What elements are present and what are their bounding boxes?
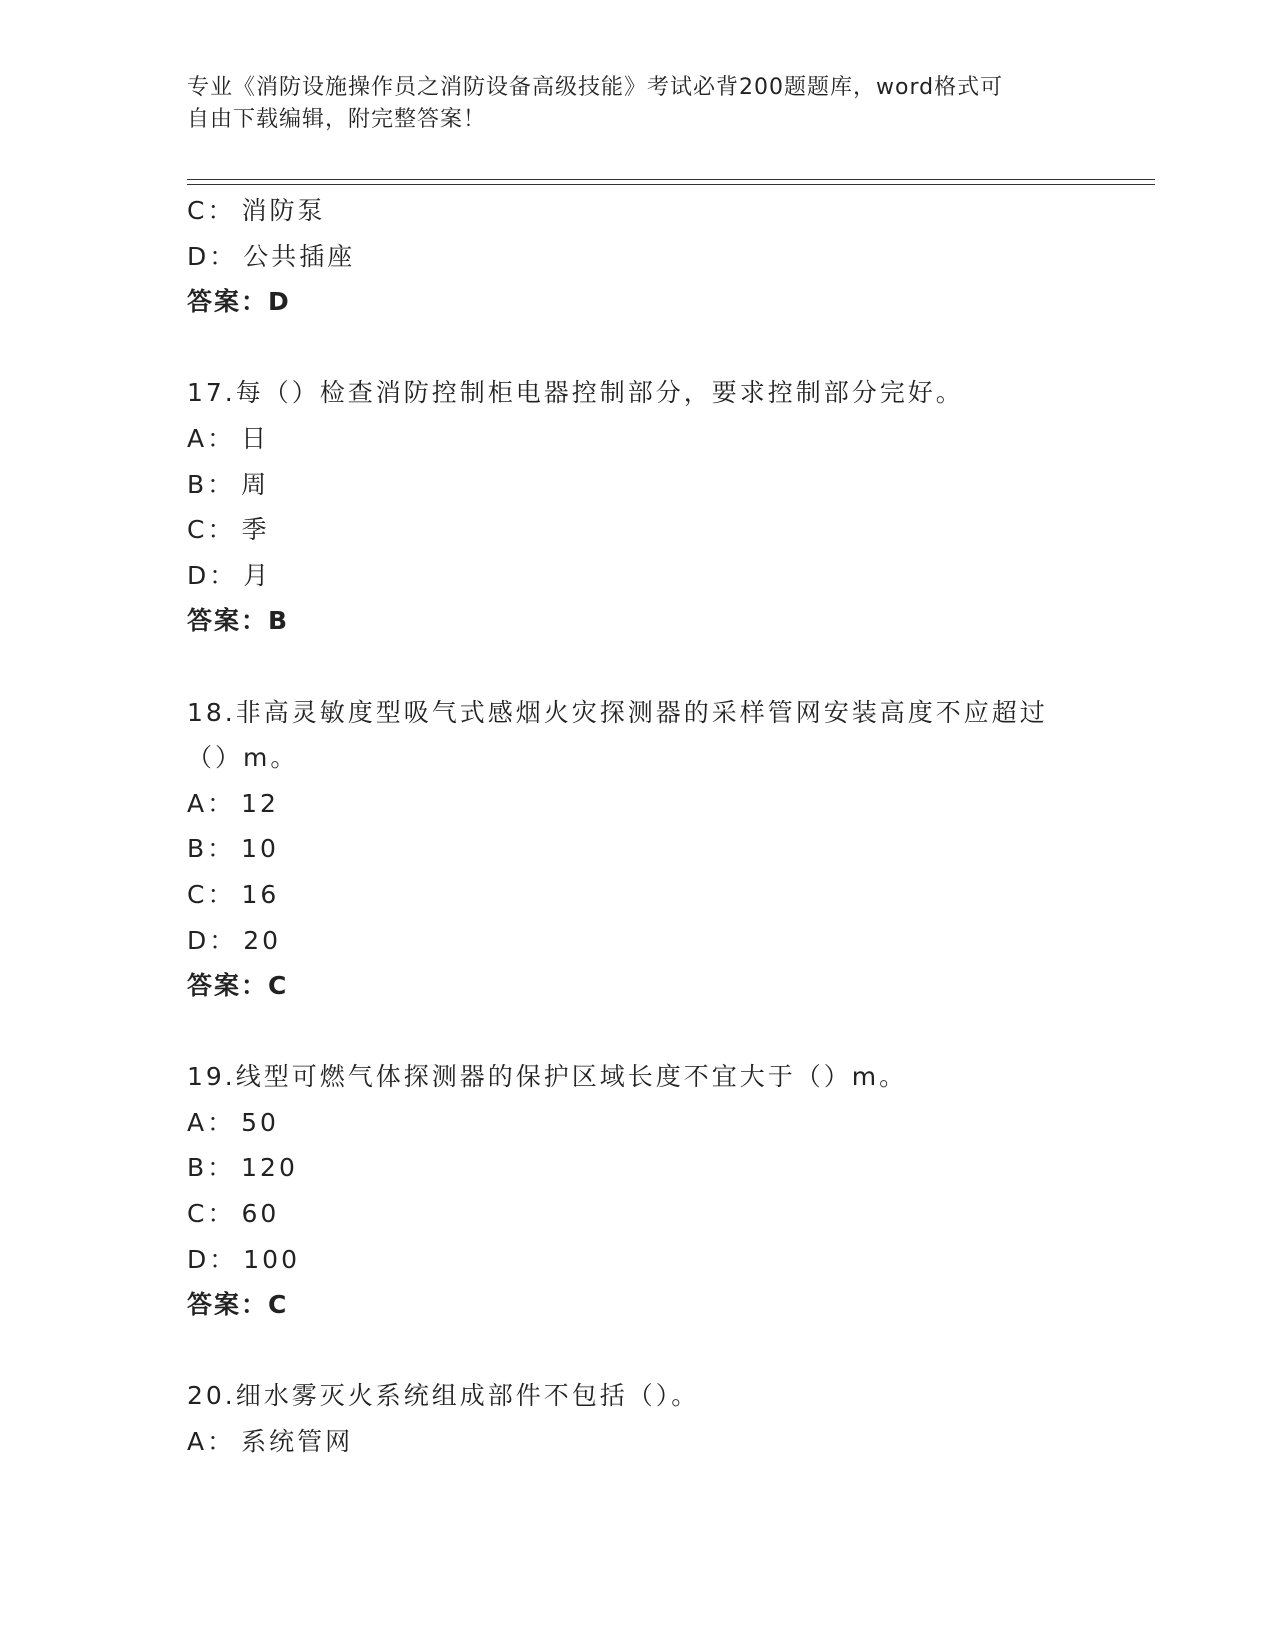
question-19 bbox=[187, 1054, 1147, 1328]
option-letter: D： bbox=[187, 241, 238, 271]
option-row bbox=[187, 872, 1147, 918]
option-row bbox=[187, 188, 1147, 234]
question-stem: 20.细水雾灭火系统组成部件不包括（）。 bbox=[187, 1381, 700, 1411]
option-text: 消防泵 bbox=[241, 196, 326, 225]
header-line-2: 自由下载编辑，附完整答案！ bbox=[187, 107, 487, 132]
question-20 bbox=[187, 1373, 1147, 1464]
option-row bbox=[187, 1237, 1147, 1283]
answer-line: 答案：D bbox=[187, 287, 291, 317]
question-18 bbox=[187, 690, 1147, 1009]
document-header bbox=[187, 72, 1087, 136]
question-fragment bbox=[187, 188, 1147, 325]
option-row bbox=[187, 918, 1147, 964]
header-line-1: 专业《消防设施操作员之消防设备高级技能》考试必背200题题库，word格式可 bbox=[187, 75, 1004, 100]
option-letter: C： bbox=[187, 196, 236, 225]
option-text: 120 bbox=[241, 1153, 298, 1183]
option-letter: C： bbox=[187, 515, 236, 545]
option-letter: D： bbox=[187, 560, 238, 590]
option-row bbox=[187, 507, 1147, 553]
option-row bbox=[187, 416, 1147, 462]
question-stem-continued: （）m。 bbox=[187, 743, 299, 773]
header-divider-top bbox=[187, 179, 1155, 180]
option-letter: B： bbox=[187, 834, 236, 864]
option-letter: A： bbox=[187, 1107, 236, 1137]
answer-line: 答案：B bbox=[187, 606, 290, 636]
option-letter: A： bbox=[187, 1427, 236, 1457]
option-letter: C： bbox=[187, 1199, 236, 1229]
question-stem: 18.非高灵敏度型吸气式感烟火灾探测器的采样管网安装高度不应超过 bbox=[187, 697, 1048, 727]
option-row bbox=[187, 826, 1147, 872]
option-text: 日 bbox=[241, 423, 270, 453]
option-text: 60 bbox=[241, 1199, 280, 1229]
option-letter: D： bbox=[187, 925, 238, 955]
option-text: 公共插座 bbox=[243, 241, 356, 271]
question-list bbox=[187, 188, 1147, 1465]
option-text: 系统管网 bbox=[241, 1427, 354, 1457]
option-text: 20 bbox=[243, 925, 282, 955]
option-row bbox=[187, 553, 1147, 599]
option-row bbox=[187, 1191, 1147, 1237]
option-row bbox=[187, 781, 1147, 827]
question-stem: 17.每（）检查消防控制柜电器控制部分，要求控制部分完好。 bbox=[187, 378, 964, 408]
question-stem: 19.线型可燃气体探测器的保护区域长度不宜大于（）m。 bbox=[187, 1062, 908, 1092]
option-row bbox=[187, 1145, 1147, 1191]
option-row bbox=[187, 234, 1147, 280]
option-letter: A： bbox=[187, 423, 236, 453]
option-text: 周 bbox=[241, 469, 270, 499]
option-text: 50 bbox=[241, 1107, 279, 1137]
option-letter: B： bbox=[187, 1153, 236, 1183]
option-text: 季 bbox=[241, 515, 270, 545]
option-text: 12 bbox=[241, 788, 279, 818]
option-text: 10 bbox=[241, 834, 279, 864]
option-text: 16 bbox=[241, 879, 280, 909]
question-17 bbox=[187, 370, 1147, 644]
option-text: 月 bbox=[243, 560, 272, 590]
option-letter: D： bbox=[187, 1244, 238, 1274]
option-row bbox=[187, 462, 1147, 508]
option-row bbox=[187, 1100, 1147, 1146]
answer-line: 答案：C bbox=[187, 971, 289, 1001]
option-letter: C： bbox=[187, 879, 236, 909]
option-text: 100 bbox=[243, 1244, 300, 1274]
header-divider-bottom bbox=[187, 184, 1155, 185]
option-letter: A： bbox=[187, 788, 236, 818]
option-letter: B： bbox=[187, 469, 236, 499]
option-row bbox=[187, 1419, 1147, 1465]
answer-line: 答案：C bbox=[187, 1290, 289, 1320]
